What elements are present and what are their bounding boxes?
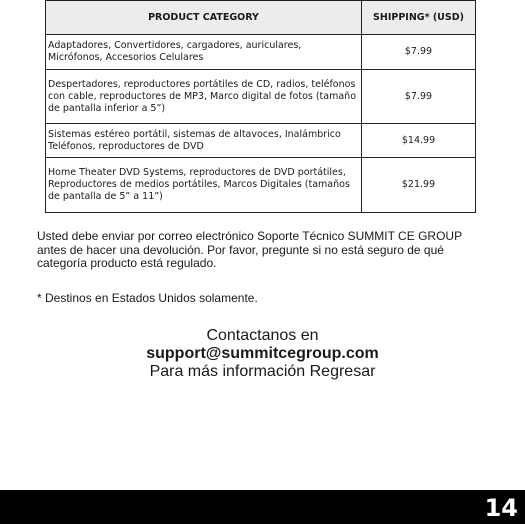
more-info-return-text: Para más información Regresar bbox=[149, 363, 376, 380]
support-email-link[interactable]: support@summitcegroup.com bbox=[146, 345, 379, 362]
page-number: 14 bbox=[484, 494, 518, 522]
header-shipping: SHIPPING* (USD) bbox=[362, 1, 476, 35]
contact-intro-text: Contactanos en bbox=[206, 327, 319, 344]
footer-bar bbox=[0, 490, 525, 524]
table-row bbox=[46, 158, 476, 213]
category-cell: Home Theater DVD Systems, reproductores de DVD portátiles, Reproductores de medios portátiles, Marcos Digitales (tamaños de pantalla de 5” a 11”) bbox=[46, 158, 362, 213]
price-cell: $7.99 bbox=[362, 35, 476, 70]
category-cell: Despertadores, reproductores portátiles de CD, radios, teléfonos con cable, reproductores de MP3, Marco digital de fotos (tamaño de pantalla inferior a 5”) bbox=[46, 70, 362, 124]
shipping-footnote: * Destinos en Estados Unidos solamente. bbox=[37, 291, 258, 305]
price-cell: $14.99 bbox=[362, 124, 476, 158]
price-cell: $21.99 bbox=[362, 158, 476, 213]
table-row bbox=[46, 35, 476, 70]
category-cell: Sistemas estéreo portátil, sistemas de altavoces, Inalámbrico Teléfonos, reproductores de DVD bbox=[46, 124, 362, 158]
price-cell: $7.99 bbox=[362, 70, 476, 124]
table-header-row bbox=[46, 1, 476, 35]
return-notice-paragraph: Usted debe enviar por correo electrónico Soporte Técnico SUMMIT CE GROUP antes de hacer una devolución. Por favor, pregunte si no está seguro de qué categoría producto está regulado. bbox=[37, 229, 462, 270]
table-row bbox=[46, 70, 476, 124]
header-product-category: PRODUCT CATEGORY bbox=[46, 1, 362, 35]
table-row bbox=[46, 124, 476, 158]
shipping-rates-table bbox=[45, 0, 476, 213]
contact-block bbox=[0, 327, 525, 381]
category-cell: Adaptadores, Convertidores, cargadores, auriculares, Micrófonos, Accesorios Celulares bbox=[46, 35, 362, 70]
